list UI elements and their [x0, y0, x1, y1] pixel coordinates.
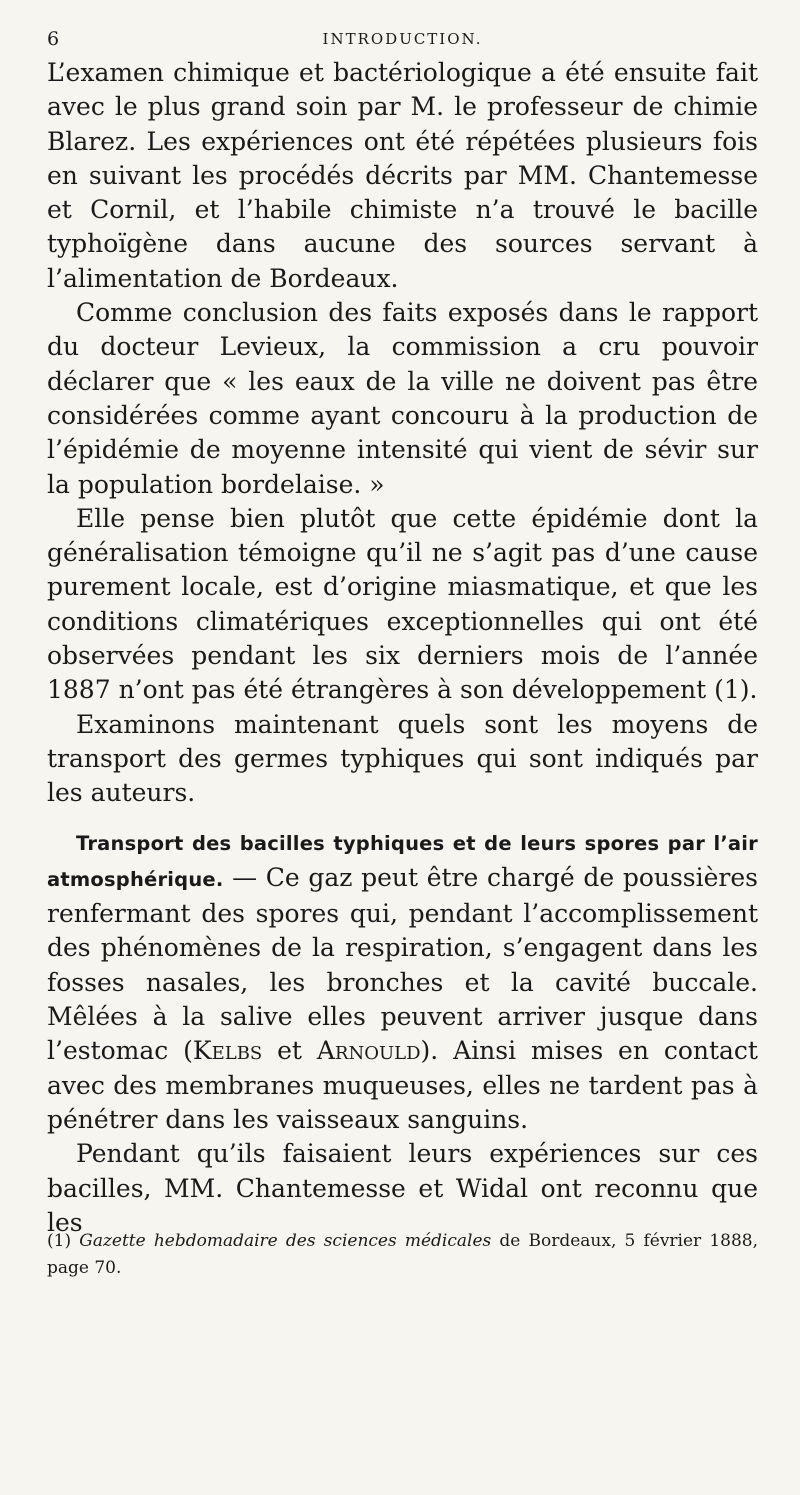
paragraph-miasmatic-origin: Elle pense bien plutôt que cette épidémie dont la généralisation témoigne qu’il ne s’agit pas d’une cause purement locale, est d’origine miasmatique, et que les conditions climatériques exceptionnelles qui ont été observées pendant les six derniers mois de l’année 1887 n’ont pas été étrangères à son développement (1).: [47, 503, 758, 705]
footnote-details: de Bordeaux, 5 février 1888, page 70.: [47, 1231, 759, 1278]
author-name: Arnould: [316, 1036, 421, 1066]
body-text: [47, 56, 758, 1240]
footnote-marker: (1): [47, 1231, 80, 1251]
footnote-journal-title: Gazette hebdomadaire des sciences médicales: [79, 1231, 492, 1251]
section-heading: Transport des bacilles typhiques et de leurs spores par l’air atmosphérique.: [47, 831, 758, 891]
page-number: 6: [47, 28, 60, 50]
paragraph-commission-conclusion: Comme conclusion des faits exposés dans le rapport du docteur Levieux, la commission a cru pouvoir déclarer que « les eaux de la ville ne doivent pas être considérées comme ayant concouru à la production de l’épidémie de moyenne intensité qui vient de sévir sur la population bordelaise. »: [47, 298, 758, 499]
paragraph-air-transport: [47, 825, 758, 1138]
paragraph-transport-means: Examinons maintenant quels sont les moyens de transport des germes typhiques qui sont indiqués par les auteurs.: [47, 709, 758, 808]
paragraph-experiments: Pendant qu’ils faisaient leurs expériences sur ces bacilles, MM. Chantemesse et Widal ont reconnu que les: [47, 1139, 758, 1237]
footnote: [47, 1228, 758, 1282]
section-text-part-2: ). Ainsi mises en contact avec des membranes muqueuses, elles ne tardent pas à pénétrer dans les vaisseaux sanguins.: [47, 1036, 758, 1134]
author-name: Kelbs: [192, 1036, 263, 1066]
running-title: INTRODUCTION.: [322, 30, 483, 48]
section-text-part-1: Ce gaz peut être chargé de poussières renfermant des spores qui, pendant l’accomplissement des phénomènes de la respiration, s’engagent dans les fosses nasales, les bronches et la cavité buccale. Mêlées à la salive elles peuvent arriver jusque dans l’estomac (: [47, 862, 758, 1066]
footnotes: [47, 1228, 758, 1282]
heading-dash: —: [223, 862, 266, 892]
paragraph-chemical-examination: L’examen chimique et bactériologique a été ensuite fait avec le plus grand soin par M. le professeur de chimie Blarez. Les expériences ont été répétées plusieurs fois en suivant les procédés décrits par MM. Chantemesse et Cornil, et l’habile chimiste n’a trouvé le bacille typhoïgène dans aucune des sources servant à l’alimentation de Bordeaux.: [47, 58, 758, 293]
running-header: [47, 22, 758, 56]
author-conjunction: et: [262, 1036, 317, 1066]
